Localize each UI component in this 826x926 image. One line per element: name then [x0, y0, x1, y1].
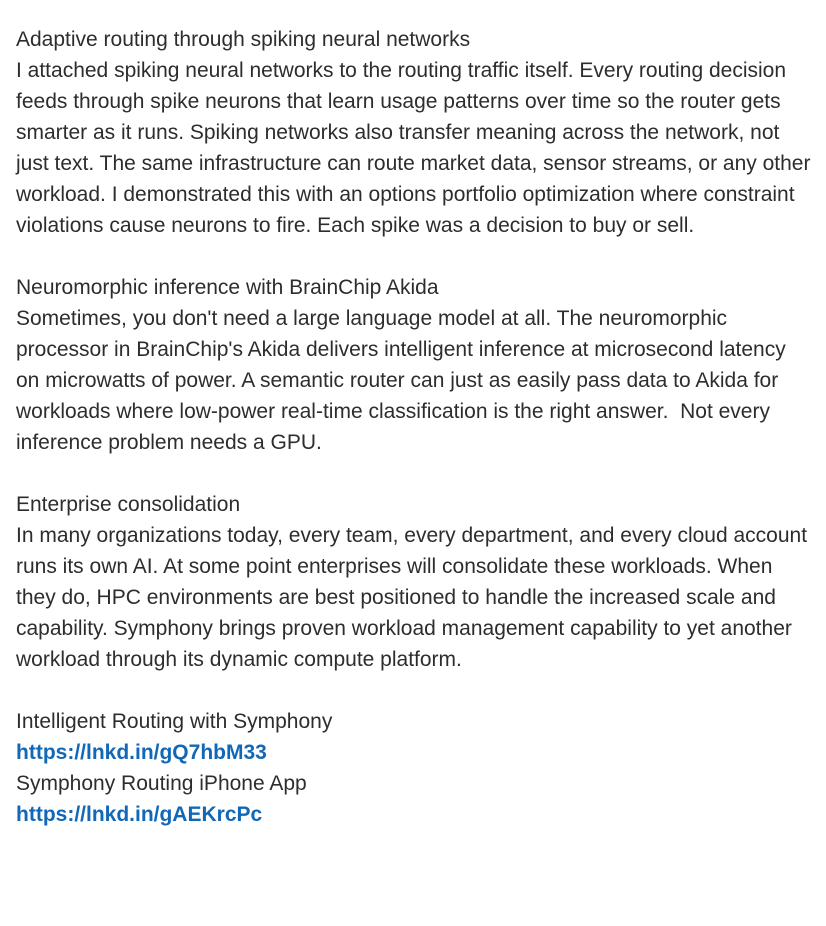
section-heading: Enterprise consolidation — [16, 493, 241, 516]
post-section-adaptive-routing — [16, 24, 817, 241]
section-heading: Neuromorphic inference with BrainChip Akida — [16, 276, 439, 299]
section-text: I attached spiking neural networks to the routing traffic itself. Every routing decision feeds through spike neurons that learn usage patterns over time so the router gets smarter as it runs. Spiking networks also transfer meaning across the network, not just text. The same infrastructure can route market data, sensor streams, or any other workload. I demonstrated this with an options portfolio optimization where constraint violations cause neurons to fire. Each spike was a decision to buy or sell. — [16, 59, 817, 237]
section-text: In many organizations today, every team, every department, and every cloud account runs its own AI. At some point enterprises will consolidate these workloads. When they do, HPC environments are best positioned to handle the increased scale and capability. Symphony brings proven workload management capability to yet another workload through its dynamic compute platform. — [16, 524, 813, 671]
link-label-symphony-routing: Intelligent Routing with Symphony — [16, 710, 333, 733]
post-section-enterprise-consolidation — [16, 489, 814, 675]
link-url-symphony-routing[interactable]: https://lnkd.in/gQ7hbM33 — [16, 741, 267, 764]
section-heading: Adaptive routing through spiking neural networks — [16, 28, 471, 51]
post-section-neuromorphic-inference — [16, 272, 814, 458]
links-block — [16, 706, 814, 830]
link-label-iphone-app: Symphony Routing iPhone App — [16, 772, 307, 795]
section-text: Sometimes, you don't need a large language model at all. The neuromorphic processor in BrainChip's Akida delivers intelligent inference at microsecond latency on microwatts of power. A semantic router can just as easily pass data to Akida for workloads where low-power real-time classification is the right answer. Not every inference problem needs a GPU. — [16, 307, 792, 454]
link-url-iphone-app[interactable]: https://lnkd.in/gAEKrcPc — [16, 803, 263, 826]
